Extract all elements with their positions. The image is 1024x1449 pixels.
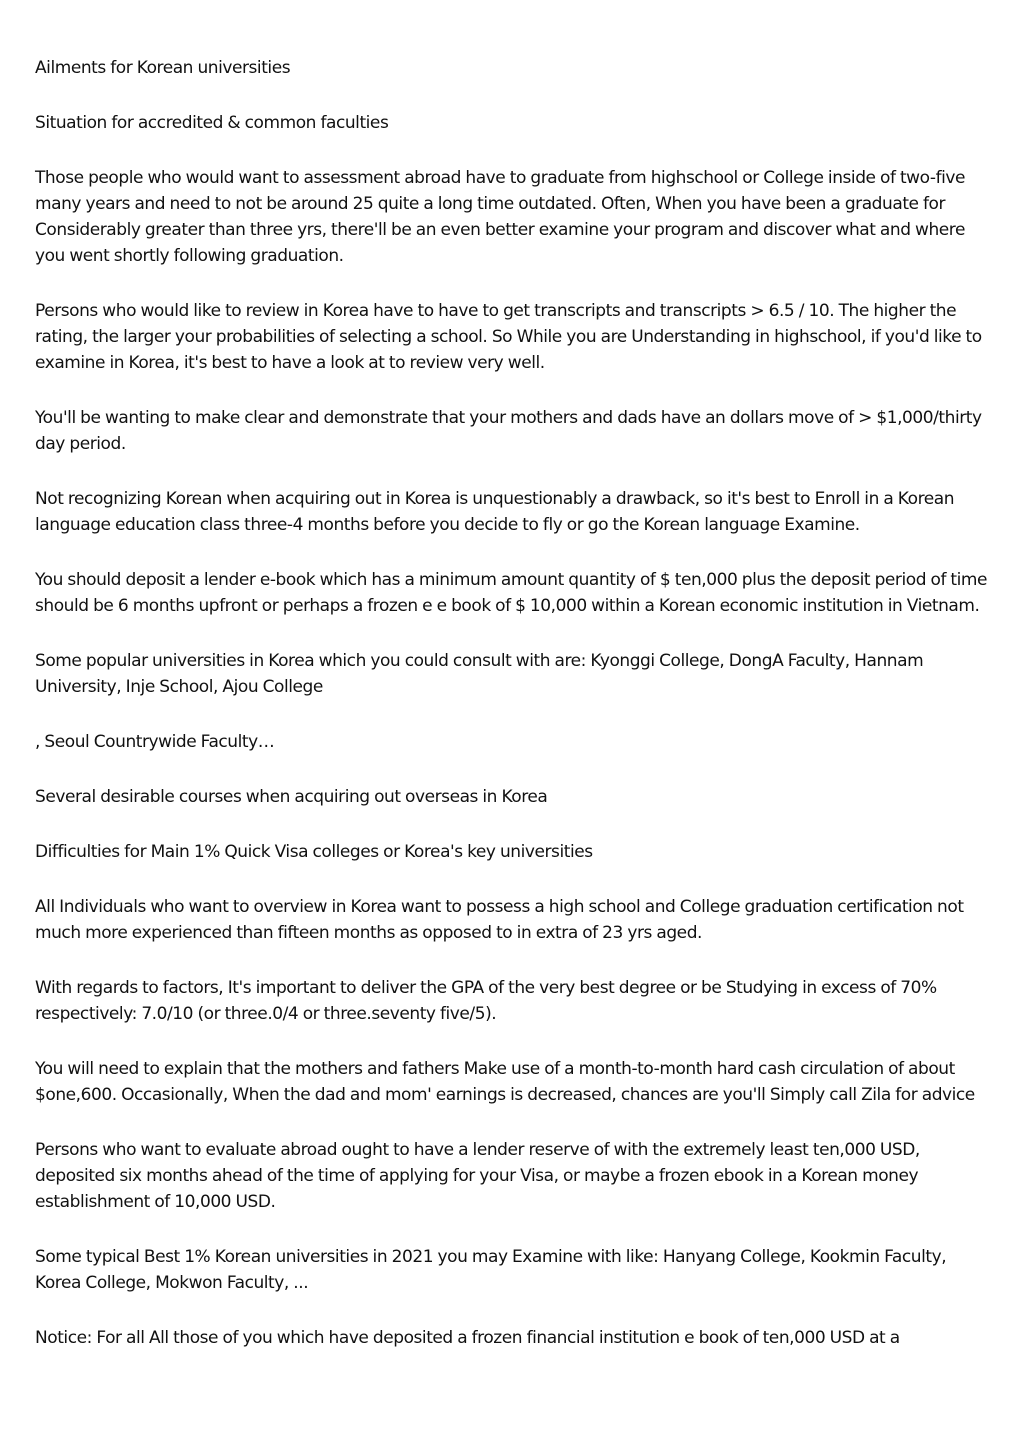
paragraph-popular-universities: Some popular universities in Korea which you could consult with are: Kyonggi College, DongA Faculty, Hannam University, Inje School, Ajou College <box>35 651 924 697</box>
paragraph-lender-reserve: Persons who want to evaluate abroad ought to have a lender reserve of with the extremely least ten,000 USD, deposited six months ahead of the time of applying for your Visa, or maybe a frozen ebook in a Korean money establishment of 10,000 USD. <box>35 1140 920 1212</box>
heading-ailments: Ailments for Korean universities <box>35 58 291 78</box>
paragraph-notice: Notice: For all All those of you which have deposited a frozen financial institution e book of ten,000 USD at a <box>35 1328 900 1348</box>
paragraph-graduation-requirement: Those people who would want to assessment abroad have to graduate from highschool or College inside of two-five many years and need to not be around 25 quite a long time outdated. Often, When you have been a graduate for Considerably greater than three yrs, there'll be an even better examine your program and discover what and where you went shortly following graduation. <box>35 168 965 266</box>
paragraph-top-korean-universities: Some typical Best 1% Korean universities in 2021 you may Examine with like: Hanyang College, Kookmin Faculty, Korea College, Mokwon Faculty, ... <box>35 1247 947 1293</box>
paragraph-transcripts: Persons who would like to review in Korea have to have to get transcripts and transcripts > 6.5 / 10. The higher the rating, the larger your probabilities of selecting a school. So While you are Understanding in highschool, if you'd like to examine in Korea, it's best to have a look at to review very well. <box>35 301 982 373</box>
paragraph-parents-income: You'll be wanting to make clear and demonstrate that your mothers and dads have an dollars move of > $1,000/thirty day period. <box>35 408 982 454</box>
heading-desirable-courses: Several desirable courses when acquiring out overseas in Korea <box>35 787 548 807</box>
heading-top-universities: Difficulties for Main 1% Quick Visa colleges or Korea's key universities <box>35 842 593 862</box>
paragraph-korean-language: Not recognizing Korean when acquiring out in Korea is unquestionably a drawback, so it's best to Enroll in a Korean language education class three-4 months before you decide to fly or go the Korean language Examine. <box>35 489 955 535</box>
paragraph-bank-deposit: You should deposit a lender e-book which has a minimum amount quantity of $ ten,000 plus the deposit period of time should be 6 months upfront or perhaps a frozen e e book of $ 10,000 within a Korean economic institution in Vietnam. <box>35 570 988 616</box>
paragraph-certification-age: All Individuals who want to overview in Korea want to possess a high school and College graduation certification not much more experienced than fifteen months as opposed to in extra of 23 yrs aged. <box>35 897 964 943</box>
paragraph-cash-circulation: You will need to explain that the mothers and fathers Make use of a month-to-month hard cash circulation of about $one,600. Occasionally, When the dad and mom' earnings is decreased, chances are you'll Simply call Zila for advice <box>35 1059 975 1105</box>
paragraph-seoul-faculty: , Seoul Countrywide Faculty… <box>35 732 275 752</box>
heading-situation: Situation for accredited & common faculties <box>35 113 389 133</box>
paragraph-gpa: With regards to factors, It's important to deliver the GPA of the very best degree or be Studying in excess of 70% respectively: 7.0/10 (or three.0/4 or three.seventy five/5). <box>35 978 937 1024</box>
